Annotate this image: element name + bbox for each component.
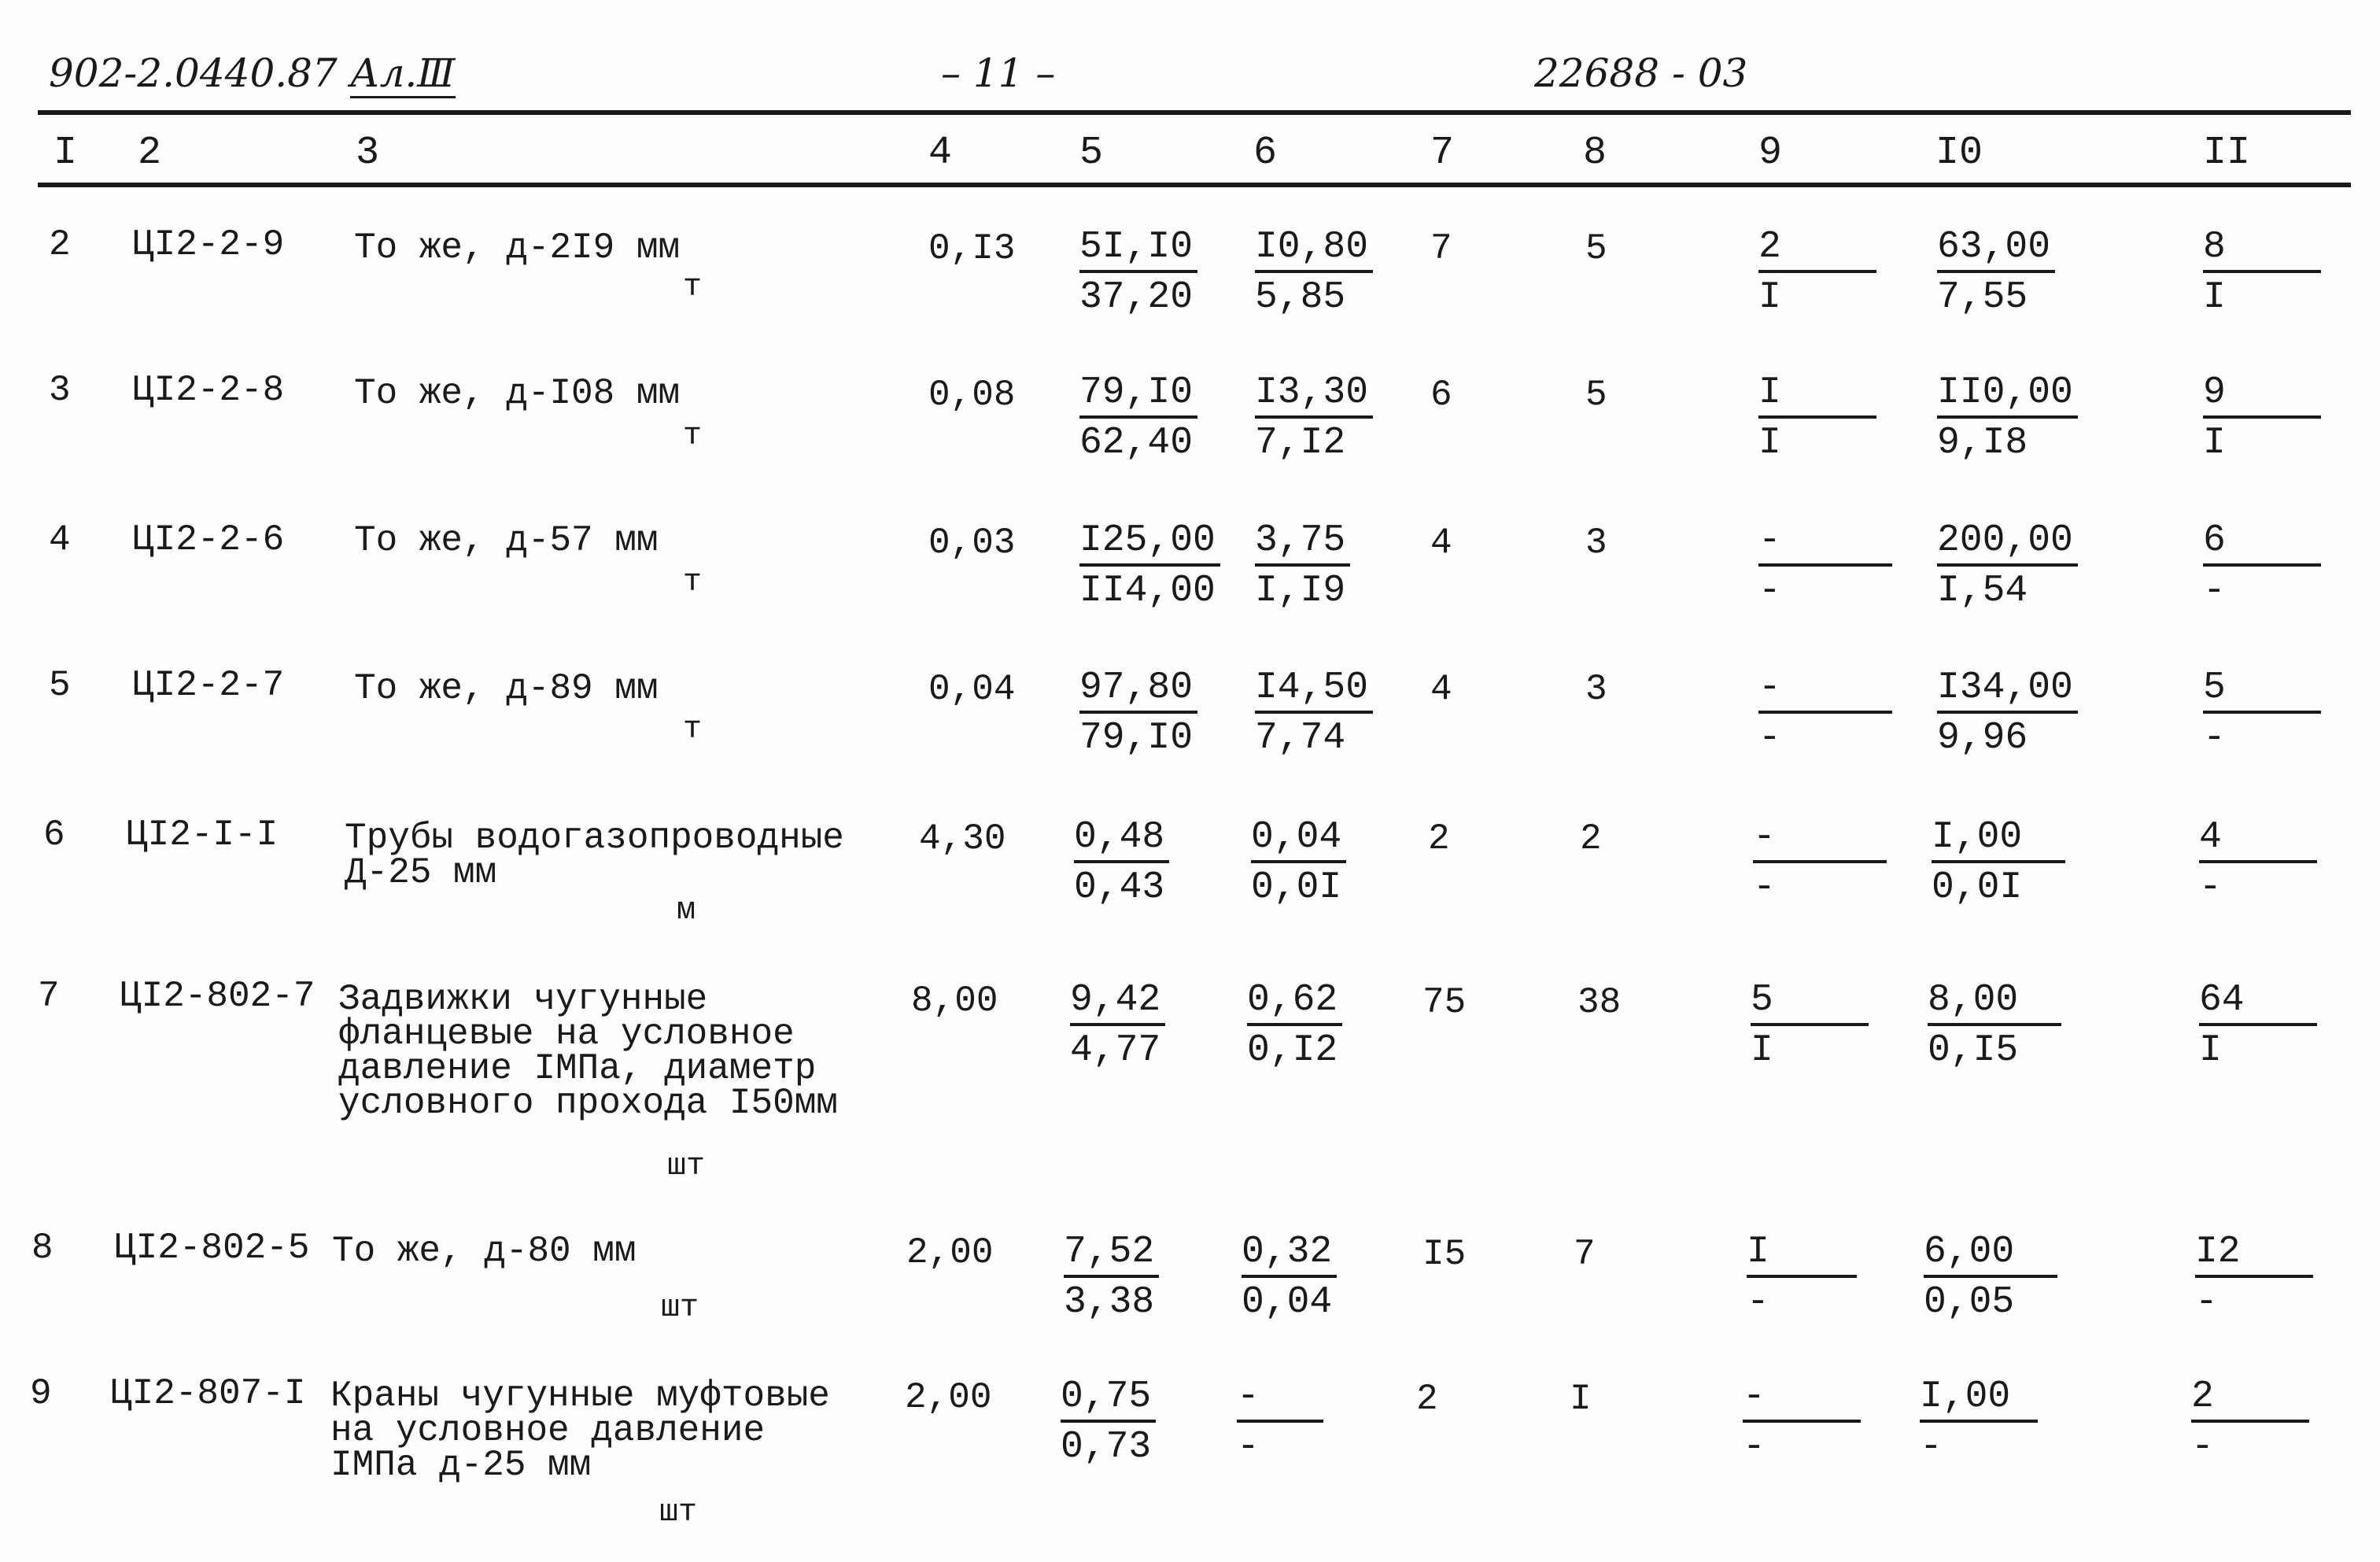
- fraction-col6: [1255, 224, 1373, 322]
- fraction-col5: [1070, 977, 1165, 1075]
- description-line: Д-25 мм: [345, 852, 497, 893]
- item-description: [354, 668, 659, 709]
- numerator: 2: [1758, 224, 1876, 273]
- denominator: 7,74: [1255, 717, 1346, 759]
- numerator: 7,52: [1064, 1229, 1159, 1278]
- numerator: 6: [2203, 518, 2321, 567]
- denominator: I: [1758, 276, 1781, 319]
- fraction-col10: [1937, 518, 2078, 615]
- numerator: 5: [2203, 665, 2321, 714]
- value-col8: 5: [1585, 228, 1607, 269]
- numerator: I: [1747, 1229, 1857, 1278]
- numerator: I0,80: [1255, 224, 1373, 273]
- row-number: 3: [49, 370, 71, 411]
- fraction-col10: [1937, 224, 2055, 322]
- denominator: 7,55: [1937, 276, 2028, 319]
- column-header-6: 6: [1253, 131, 1278, 175]
- quantity: 2,00: [906, 1232, 994, 1273]
- fraction-col6: [1247, 977, 1342, 1075]
- column-header-3: 3: [356, 131, 380, 175]
- denominator: -: [2191, 1426, 2214, 1468]
- denominator: -: [2203, 570, 2226, 612]
- quantity: 0,03: [928, 523, 1016, 563]
- row-number: 4: [49, 519, 71, 560]
- denominator: -: [1920, 1426, 1943, 1468]
- denominator: -: [1747, 1281, 1769, 1324]
- fraction-col6: [1237, 1374, 1323, 1472]
- description-line: То же, д-57 мм: [354, 520, 659, 561]
- fraction-col6: [1255, 665, 1373, 763]
- description-line: Краны чугунные муфтовые: [330, 1376, 830, 1416]
- description-line: условного прохода I50мм: [338, 1083, 838, 1124]
- value-col8: 3: [1585, 523, 1607, 563]
- resource-code: ЦI2-2-8: [132, 370, 285, 411]
- fraction-col10: [1928, 977, 2061, 1075]
- denominator: -: [2199, 866, 2222, 909]
- numerator: 0,48: [1074, 814, 1169, 863]
- denominator: 79,I0: [1079, 717, 1194, 759]
- denominator: 0,0I: [1251, 866, 1342, 909]
- item-description: [354, 520, 659, 561]
- fraction-col6: [1251, 814, 1346, 912]
- column-header-4: 4: [928, 131, 953, 175]
- resource-code: ЦI2-807-I: [110, 1373, 306, 1414]
- fraction-col5: [1061, 1374, 1156, 1472]
- fraction-col5: [1079, 665, 1197, 763]
- fraction-col9: [1753, 814, 1887, 912]
- value-col7: 7: [1430, 228, 1452, 269]
- fraction-col10: [1937, 370, 2078, 467]
- numerator: I34,00: [1937, 665, 2078, 714]
- numerator: 8,00: [1928, 977, 2061, 1026]
- description-line: фланцевые на условное: [338, 1014, 795, 1054]
- value-col8: 7: [1574, 1234, 1596, 1275]
- fraction-col11: [2203, 370, 2321, 467]
- denominator: 0,73: [1061, 1426, 1152, 1468]
- numerator: I4,50: [1255, 665, 1373, 714]
- numerator: II0,00: [1937, 370, 2078, 419]
- fraction-col9: [1758, 665, 1892, 763]
- denominator: 0,I2: [1247, 1029, 1338, 1072]
- page-number: – 11 –: [941, 50, 1056, 96]
- item-description: [338, 979, 838, 1124]
- numerator: 5: [1751, 977, 1869, 1026]
- fraction-col9: [1758, 370, 1876, 467]
- value-col7: 6: [1430, 375, 1452, 415]
- denominator: I,54: [1937, 570, 2028, 612]
- unit-label: т: [683, 565, 703, 600]
- resource-code: ЦI2-802-7: [120, 976, 315, 1017]
- numerator: -: [1758, 518, 1892, 567]
- value-col7: 75: [1422, 982, 1467, 1023]
- column-header-5: 5: [1079, 131, 1104, 175]
- denominator: -: [1743, 1426, 1766, 1468]
- quantity: 0,04: [928, 669, 1016, 710]
- denominator: 5,85: [1255, 276, 1346, 319]
- denominator: I,I9: [1255, 570, 1346, 612]
- numerator: 8: [2203, 224, 2321, 273]
- unit-label: т: [683, 270, 703, 305]
- denominator: I: [1751, 1029, 1773, 1072]
- item-description: [330, 1376, 830, 1486]
- fraction-col10: [1932, 814, 2065, 912]
- denominator: 37,20: [1079, 276, 1194, 319]
- value-col7: 2: [1416, 1379, 1438, 1420]
- fraction-col9: [1758, 224, 1876, 322]
- resource-code: ЦI2-I-I: [126, 814, 279, 855]
- description-line: IМПа д-25 мм: [330, 1445, 592, 1486]
- unit-label: т: [683, 419, 703, 454]
- value-col7: 2: [1428, 818, 1450, 859]
- numerator: 9,42: [1070, 977, 1165, 1026]
- description-line: То же, д-2I9 мм: [354, 227, 681, 268]
- numerator: 0,62: [1247, 977, 1342, 1026]
- numerator: I25,00: [1079, 518, 1220, 567]
- denominator: I: [2199, 1029, 2222, 1072]
- numerator: 9: [2203, 370, 2321, 419]
- numerator: 0,75: [1061, 1374, 1156, 1423]
- numerator: -: [1753, 814, 1887, 863]
- item-description: [354, 227, 681, 268]
- fraction-col9: [1751, 977, 1869, 1075]
- fraction-col6: [1255, 370, 1373, 467]
- numerator: 0,04: [1251, 814, 1346, 863]
- denominator: -: [1758, 570, 1781, 612]
- fraction-col11: [2191, 1374, 2309, 1472]
- denominator: 0,05: [1924, 1281, 2015, 1324]
- header-rule: [38, 183, 2351, 187]
- value-col8: 5: [1585, 375, 1607, 415]
- fraction-col9: [1758, 518, 1892, 615]
- quantity: 2,00: [905, 1377, 992, 1418]
- fraction-col10: [1920, 1374, 2038, 1472]
- numerator: -: [1743, 1374, 1861, 1423]
- description-line: То же, д-80 мм: [332, 1231, 637, 1272]
- value-col7: I5: [1422, 1234, 1467, 1275]
- denominator: 9,I8: [1937, 422, 2028, 464]
- fraction-col5: [1079, 518, 1220, 615]
- row-number: 5: [49, 665, 71, 706]
- fraction-col6: [1255, 518, 1350, 615]
- unit-label: шт: [659, 1495, 698, 1531]
- quantity: 0,08: [928, 375, 1016, 415]
- description-line: То же, д-I08 мм: [354, 373, 681, 414]
- column-header-7: 7: [1430, 131, 1455, 175]
- denominator: -: [2203, 717, 2226, 759]
- numerator: 5I,I0: [1079, 224, 1197, 273]
- description-line: на условное давление: [330, 1410, 766, 1451]
- fraction-col5: [1079, 370, 1197, 467]
- fraction-col5: [1064, 1229, 1159, 1327]
- denominator: 0,43: [1074, 866, 1165, 909]
- numerator: I3,30: [1255, 370, 1373, 419]
- value-col8: I: [1570, 1379, 1592, 1420]
- denominator: 0,I5: [1928, 1029, 2019, 1072]
- fraction-col9: [1743, 1374, 1861, 1472]
- numerator: 64: [2199, 977, 2317, 1026]
- value-col8: 3: [1585, 669, 1607, 710]
- unit-label: шт: [661, 1291, 699, 1326]
- quantity: 0,I3: [928, 228, 1016, 269]
- denominator: 3,38: [1064, 1281, 1155, 1324]
- fraction-col11: [2199, 814, 2317, 912]
- denominator: -: [1758, 717, 1781, 759]
- column-header-8: 8: [1583, 131, 1607, 175]
- fraction-col6: [1242, 1229, 1337, 1327]
- description-line: Задвижки чугунные: [338, 979, 708, 1020]
- fraction-col11: [2203, 665, 2321, 763]
- row-number: 9: [30, 1373, 52, 1414]
- row-number: 8: [31, 1228, 54, 1268]
- resource-code: ЦI2-2-9: [132, 224, 285, 265]
- value-col8: 38: [1577, 982, 1622, 1023]
- description-line: Трубы водогазопроводные: [345, 818, 844, 859]
- row-number: 2: [49, 224, 71, 265]
- row-number: 7: [38, 976, 60, 1017]
- denominator: I: [2203, 422, 2226, 464]
- numerator: 97,80: [1079, 665, 1197, 714]
- column-header-10: I0: [1935, 131, 1983, 175]
- value-col8: 2: [1580, 818, 1602, 859]
- document-code-text: 902-2.0440.87: [49, 50, 338, 96]
- document-number: 22688 - 03: [1534, 50, 1748, 96]
- denominator: 9,96: [1937, 717, 2028, 759]
- resource-code: ЦI2-802-5: [114, 1228, 310, 1268]
- resource-code: ЦI2-2-7: [132, 665, 285, 706]
- numerator: 63,00: [1937, 224, 2055, 273]
- denominator: 62,40: [1079, 422, 1194, 464]
- denominator: 0,04: [1242, 1281, 1333, 1324]
- numerator: I,00: [1932, 814, 2065, 863]
- item-description: [345, 818, 844, 893]
- numerator: 6,00: [1924, 1229, 2057, 1278]
- row-number: 6: [43, 814, 65, 855]
- fraction-col5: [1074, 814, 1169, 912]
- denominator: -: [1237, 1426, 1260, 1468]
- numerator: 2: [2191, 1374, 2309, 1423]
- top-rule: [38, 110, 2351, 115]
- denominator: 7,I2: [1255, 422, 1346, 464]
- document-code: [49, 50, 456, 96]
- column-header-9: 9: [1758, 131, 1783, 175]
- denominator: II4,00: [1079, 570, 1216, 612]
- numerator: I2: [2195, 1229, 2313, 1278]
- numerator: 3,75: [1255, 518, 1350, 567]
- unit-label: т: [683, 712, 703, 748]
- fraction-col10: [1937, 665, 2078, 763]
- numerator: -: [1758, 665, 1892, 714]
- numerator: I: [1758, 370, 1876, 419]
- quantity: 8,00: [911, 980, 998, 1021]
- fraction-col11: [2203, 518, 2321, 615]
- column-header-1: I: [54, 131, 78, 175]
- fraction-col9: [1747, 1229, 1857, 1327]
- fraction-col10: [1924, 1229, 2057, 1327]
- denominator: -: [1753, 866, 1776, 909]
- fraction-col5: [1079, 224, 1197, 322]
- denominator: I: [2203, 276, 2226, 319]
- value-col7: 4: [1430, 669, 1452, 710]
- numerator: 79,I0: [1079, 370, 1197, 419]
- numerator: -: [1237, 1374, 1323, 1423]
- quantity: 4,30: [919, 818, 1006, 859]
- item-description: [354, 373, 681, 414]
- fraction-col11: [2195, 1229, 2313, 1327]
- fraction-col11: [2203, 224, 2321, 322]
- denominator: 0,0I: [1932, 866, 2023, 909]
- description-line: То же, д-89 мм: [354, 668, 659, 709]
- numerator: I,00: [1920, 1374, 2038, 1423]
- description-line: давление IМПа, диаметр: [338, 1048, 817, 1089]
- column-header-2: 2: [138, 131, 162, 175]
- item-description: [332, 1231, 637, 1272]
- value-col7: 4: [1430, 523, 1452, 563]
- denominator: -: [2195, 1281, 2218, 1324]
- numerator: 4: [2199, 814, 2317, 863]
- denominator: I: [1758, 422, 1781, 464]
- unit-label: шт: [667, 1149, 706, 1184]
- column-header-11: II: [2203, 131, 2251, 175]
- fraction-col11: [2199, 977, 2317, 1075]
- album-number: Ал.Ⅲ: [350, 50, 456, 98]
- resource-code: ЦI2-2-6: [132, 519, 285, 560]
- numerator: 0,32: [1242, 1229, 1337, 1278]
- numerator: 200,00: [1937, 518, 2078, 567]
- unit-label: м: [677, 893, 696, 929]
- denominator: 4,77: [1070, 1029, 1161, 1072]
